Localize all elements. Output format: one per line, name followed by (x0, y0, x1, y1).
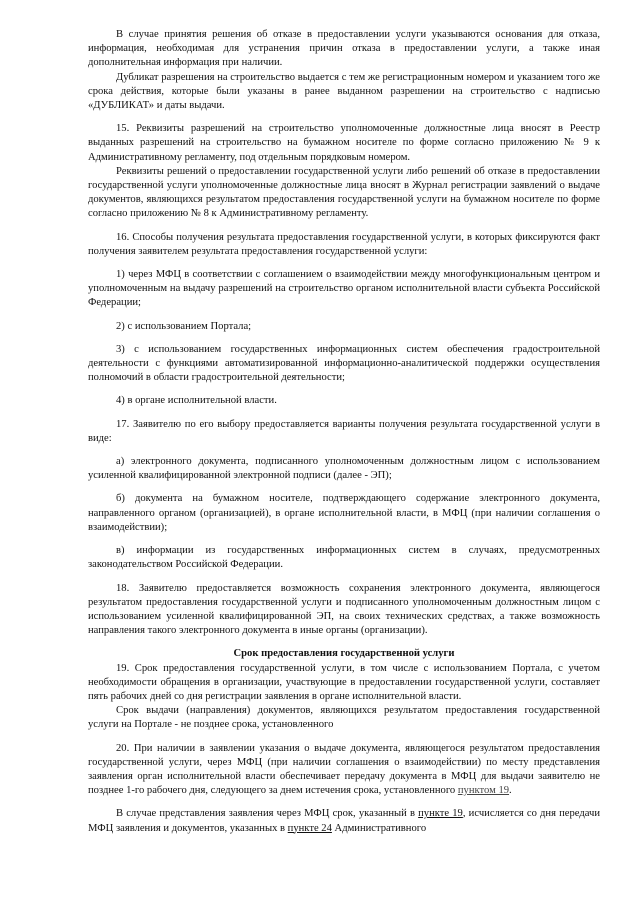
paragraph-19-term: Срок выдачи (направления) документов, являющихся результатом предоставления государственной услуги на Портале - не позднее срока, установленного (88, 705, 600, 731)
link-punkt-19[interactable]: пунктом 19 (457, 785, 510, 797)
paragraph-20-text: 20. При наличии в заявлении указания о выдаче документа, являющегося результатом предоставления государственной услуги, через МФЦ (при наличии соглашения о взаимодействии) по месту представления заявления орган исполнительной власти обеспечивает передачу документа в МФЦ для выдачи заявителю не позднее 1-го рабочего дня, следующего за днем истечения срока, установленного (88, 742, 600, 797)
paragraph-19: 19. Срок предоставления государственной услуги, в том числе с использованием Портала, с учетом необходимости обращения в организации, участвующие в предоставлении государственной услуги, составляет пять рабочих дней со дня регистрации заявления в органе исполнительной власти. (88, 662, 600, 702)
list-item-3: 3) с использованием государственных информационных систем обеспечения градостроительной деятельности с функциями автоматизированной информационно-аналитической поддержки осуществления полномочий в области градостроительной деятельности; (88, 343, 600, 384)
mfc-text-1: В случае представления заявления через МФЦ срок, указанный в (116, 808, 419, 820)
list-item-2: 2) с использованием Портала; (116, 320, 252, 332)
paragraph-18: 18. Заявителю предоставляется возможность сохранения электронного документа, являющегося результатом предоставления государственной услуги и подписанного уполномоченным должностным лицом с использованием усиленной квалифицированной ЭП, на своих технических средствах, а также возможность направления такого электронного документа в иные органы (организации). (88, 582, 600, 637)
paragraph-duplicate: Дубликат разрешения на строительство выдается с тем же регистрационным номером и указанием того же срока действия, которые были указаны в ранее выданном разрешении на строительство с надписью «ДУБЛИКАТ» и даты выдачи. (88, 71, 600, 112)
list-item-4: 4) в органе исполнительной власти. (116, 395, 277, 407)
list-item-1: 1) через МФЦ в соответствии с соглашением о взаимодействии между многофункциональным центром и уполномоченным на выдачу разрешений на строительство органом исполнительной власти субъекта Российской Федерации; (88, 269, 600, 309)
paragraph-17: 17. Заявителю по его выбору предоставляется варианты получения результата государственной услуги в виде: (88, 418, 600, 444)
list-item-a: а) электронного документа, подписанного уполномоченным должностным лицом с использованием усиленной квалифицированной электронной подписи (далее - ЭП); (88, 456, 600, 482)
document-page (88, 28, 600, 836)
list-item-v: в) информации из государственных информационных систем в случаях, предусмотренных законодательством Российской Федерации. (88, 545, 600, 571)
paragraph-decisions-journal: Реквизиты решений о предоставлении государственной услуги либо решений об отказе в предоставлении государственной услуги уполномоченные должностные лица вносят в Журнал регистрации заявлений о выдаче документов, являющихся результатом предоставления государственной услуги на бумажном носителе по форме согласно приложению № 8 к Административному регламенту. (88, 165, 600, 220)
link-punkt-19-second[interactable]: пункте 19 (418, 808, 463, 820)
section-heading: Срок предоставления государственной услуги (233, 648, 455, 660)
mfc-text-2: , исчисляется со дня передачи МФЦ заявления и документов, указанных в (88, 808, 600, 834)
paragraph-refusal-info: В случае принятия решения об отказе в предоставлении услуги указываются основания для отказа, информация, необходимая для устранения причин отказа в предоставлении услуги, а также иная дополнительная информация при наличии. (88, 29, 600, 69)
mfc-text-3: Административного (331, 822, 427, 834)
link-punkt-24[interactable]: пункте 24 (287, 822, 332, 834)
paragraph-20-end: . (509, 785, 512, 797)
paragraph-20 (88, 742, 600, 799)
paragraph-16: 16. Способы получения результата предоставления государственной услуги, в которых фиксируются факт получения заявителем результата предоставления государственной услуги: (88, 231, 600, 257)
list-item-b: б) документа на бумажном носителе, подтверждающего содержание электронного документа, направленного органом (организацией), в органе исполнительной власти, в МФЦ (при наличии соглашения о взаимодействии); (88, 493, 600, 533)
paragraph-15: 15. Реквизиты разрешений на строительство уполномоченные должностные лица вносят в Реестр выданных разрешений на строительство на бумажном носителе по форме согласно приложению № 9 к Административному регламенту, под отдельным порядковым номером. (88, 123, 600, 163)
paragraph-mfc-term (88, 807, 600, 835)
